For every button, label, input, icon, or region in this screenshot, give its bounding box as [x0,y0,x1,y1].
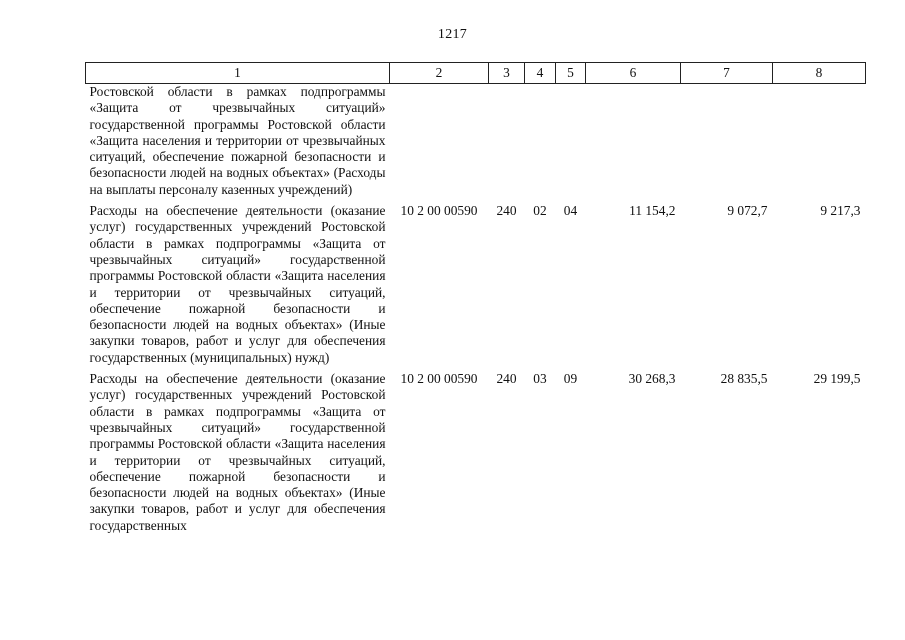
header-row [86,63,866,84]
row-rz [525,84,556,204]
row-vr: 240 [496,371,517,387]
row-sum-2: 9 072,7 [727,203,768,219]
row-pr [556,84,586,204]
row-code: 10 2 00 00590 [400,371,478,387]
table-row [86,371,866,539]
table-row [86,84,866,204]
row-description: Ростовской области в рамках подпрограммы «Защита от чрезвычайных ситуаций» государственной программы Ростовской области «Защита населения и территории от чрезвычайных ситуаций, обеспечение пожарной безопасности и безопасности людей на водных объектах» (Расходы на выплаты персоналу казенных учреждений) [89,84,386,197]
table-row [86,203,866,371]
header-cell-5: 5 [556,63,586,84]
header-cell-3: 3 [489,63,525,84]
row-sum-1 [586,84,681,204]
page-number: 1217 [437,27,468,42]
row-description: Расходы на обеспечение деятельности (оказание услуг) государственных учреждений Ростовской области в рамках подпрограммы «Защита от чрезвычайных ситуаций» государственной программы Ростовской области «Защита населения и территории от чрезвычайных ситуаций, обеспечение пожарной безопасности и безопасности людей на водных объектах» (Иные закупки товаров, работ и услуг для обеспечения государственных (муниципальных) нужд) [89,203,386,365]
row-sum-1: 30 268,3 [628,371,676,387]
header-cell-8: 8 [773,63,866,84]
row-sum-1: 11 154,2 [629,203,676,219]
header-cell-1: 1 [86,63,390,84]
header-cell-6: 6 [586,63,681,84]
header-cell-7: 7 [681,63,773,84]
row-vr [489,84,525,204]
row-rz: 02 [533,203,547,219]
row-sum-3: 9 217,3 [820,203,861,219]
row-pr: 09 [563,371,578,387]
row-sum-2 [681,84,773,204]
header-cell-2: 2 [390,63,489,84]
header-cell-4: 4 [525,63,556,84]
row-code: 10 2 00 00590 [400,203,478,219]
row-sum-2: 28 835,5 [720,371,768,387]
row-pr: 04 [563,203,578,219]
row-description: Расходы на обеспечение деятельности (оказание услуг) государственных учреждений Ростовской области в рамках подпрограммы «Защита от чрезвычайных ситуаций» государственной программы Ростовской области «Защита населения и территории от чрезвычайных ситуаций, обеспечение пожарной безопасности и безопасности людей на водных объектах» (Иные закупки товаров, работ и услуг для обеспечения государственных [89,371,386,533]
row-code [390,84,489,204]
budget-table [85,62,866,539]
row-rz: 03 [533,371,547,387]
row-sum-3 [773,84,866,204]
row-sum-3: 29 199,5 [813,371,861,387]
row-vr: 240 [496,203,517,219]
